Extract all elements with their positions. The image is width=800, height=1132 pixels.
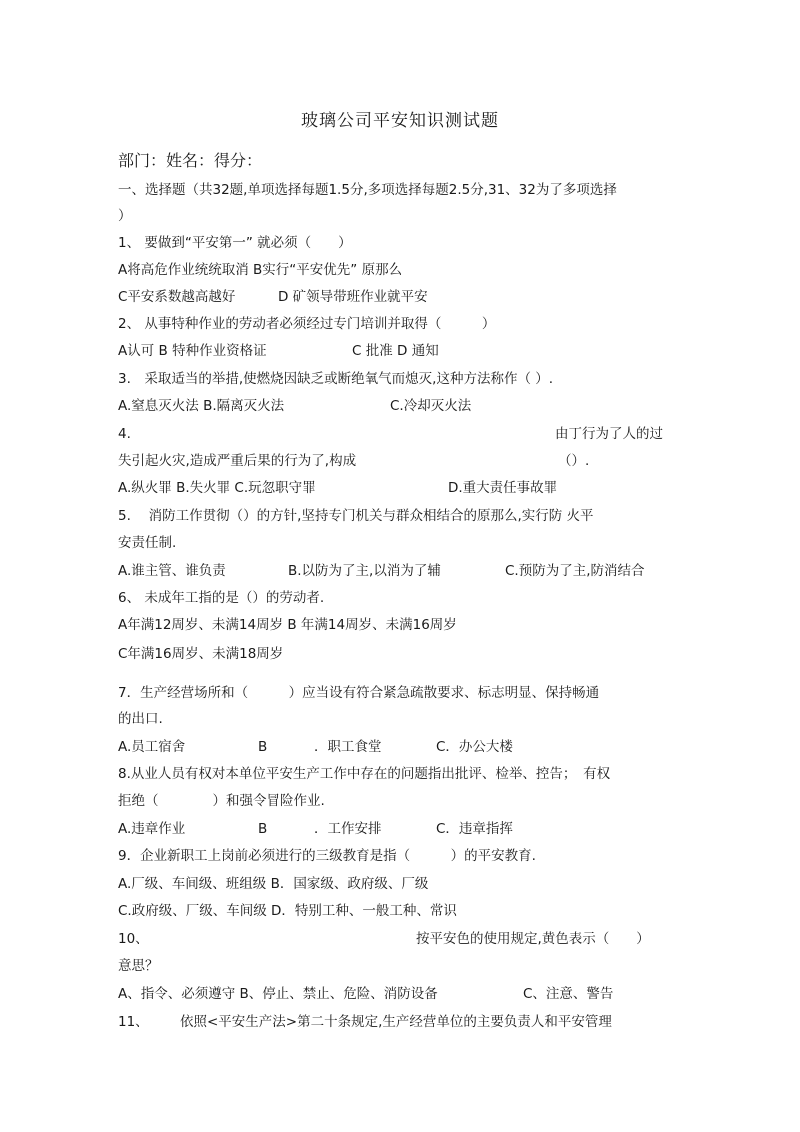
question-1-stem: 1、 要做到“平安第一” 就必须（ ） bbox=[118, 235, 352, 251]
question-8-stem-cont: 拒绝（ ）和强令冒险作业. bbox=[118, 793, 325, 809]
question-number: 10、 bbox=[118, 931, 149, 947]
option-cd: C 批准 D 通知 bbox=[352, 343, 439, 359]
question-6-options-ab: A年满12周岁、未满14周岁 B 年满14周岁、未满16周岁 bbox=[118, 617, 457, 633]
section-intro-cont: ） bbox=[118, 208, 132, 224]
question-7-stem: 7．生产经营场所和（ ）应当设有符合紧急疏散要求、标志明显、保持畅通 bbox=[118, 685, 600, 701]
question-4-stem-text: 失引起火灾,造成严重后果的行为了,构成 bbox=[118, 453, 357, 469]
option-c: C平安系数越高越好 bbox=[118, 289, 236, 305]
question-1-options-ab: A将高危作业统统取消 B实行“平安优先” 原那么 bbox=[118, 262, 403, 278]
option-b: B.以防为了主,以消为了辅 bbox=[288, 563, 441, 579]
option-c: C.预防为了主,防消结合 bbox=[505, 563, 645, 579]
question-11-stem-tail: 依照<平安生产法>第二十条规定,生产经营单位的主要负责人和平安管理 bbox=[180, 1014, 612, 1030]
question-10-stem-cont: 意思？ bbox=[118, 958, 159, 974]
option-c: C．违章指挥 bbox=[436, 821, 513, 837]
option-a: A.违章作业 bbox=[118, 821, 186, 837]
option-b-text: ．职工食堂 bbox=[314, 739, 382, 755]
answer-paren: （）. bbox=[558, 453, 590, 469]
option-ab: A、指令、必须遵守 B、停止、禁止、危险、消防设备 bbox=[118, 986, 438, 1002]
option-abc: A.纵火罪 B.失火罪 C.玩忽职守罪 bbox=[118, 480, 316, 496]
option-c: C、注意、警告 bbox=[523, 986, 614, 1002]
question-9-options-ab: A.厂级、车间级、班组级 B．国家级、政府级、厂级 bbox=[118, 876, 429, 892]
question-number: 4. bbox=[118, 426, 131, 442]
option-b: B bbox=[258, 821, 268, 837]
question-8-stem: 8.从业人员有权对本单位平安生产工作中存在的问题指出批评、检举、控告； 有权 bbox=[118, 766, 611, 782]
option-b-text: ．工作安排 bbox=[314, 821, 382, 837]
option-a: A.谁主管、谁负责 bbox=[118, 563, 226, 579]
option-b: B bbox=[258, 739, 268, 755]
option-c: C.冷却灭火法 bbox=[390, 398, 472, 414]
question-number: 11、 bbox=[118, 1014, 149, 1030]
option-ab: A.窒息灭火法 B.隔离灭火法 bbox=[118, 398, 285, 414]
question-5-stem: 5. 消防工作贯彻（）的方针,坚持专门机关与群众相结合的原那么,实行防 火平 bbox=[118, 508, 594, 524]
question-10-stem-tail: 按平安色的使用规定,黄色表示（ ） bbox=[416, 931, 650, 947]
question-9-options-cd: C.政府级、厂级、车间级 D．特别工种、一般工种、常识 bbox=[118, 903, 457, 919]
question-3-stem: 3. 采取适当的举措,使燃烧因缺乏或断绝氧气而熄灭,这种方法称作（ ）. bbox=[118, 371, 554, 387]
question-9-stem: 9．企业新职工上岗前必须进行的三级教育是指（ ）的平安教育. bbox=[118, 848, 536, 864]
question-6-stem: 6、 未成年工指的是（）的劳动者. bbox=[118, 590, 325, 606]
header-fields: 部门：姓名：得分： bbox=[118, 151, 263, 170]
question-2-stem: 2、 从事特种作业的劳动者必须经过专门培训并取得（ ） bbox=[118, 316, 496, 332]
option-d: D.重大责任事故罪 bbox=[448, 480, 558, 496]
option-d: D 矿领导带班作业就平安 bbox=[278, 289, 428, 305]
option-a: A.员工宿舍 bbox=[118, 739, 186, 755]
option-ab: A认可 B 特种作业资格证 bbox=[118, 343, 267, 359]
question-7-stem-cont: 的出口. bbox=[118, 711, 163, 727]
document-title: 玻璃公司平安知识测试题 bbox=[301, 111, 499, 131]
question-4-stem-tail: 由丁行为了人的过 bbox=[555, 426, 663, 442]
question-5-stem-cont: 安责任制. bbox=[118, 535, 177, 551]
option-c: C．办公大楼 bbox=[436, 739, 513, 755]
section-intro: 一、选择题（共32题,单项选择每题1.5分,多项选择每题2.5分,31、32为了多项选择 bbox=[118, 182, 617, 198]
question-6-option-c: C年满16周岁、未满18周岁 bbox=[118, 646, 284, 662]
